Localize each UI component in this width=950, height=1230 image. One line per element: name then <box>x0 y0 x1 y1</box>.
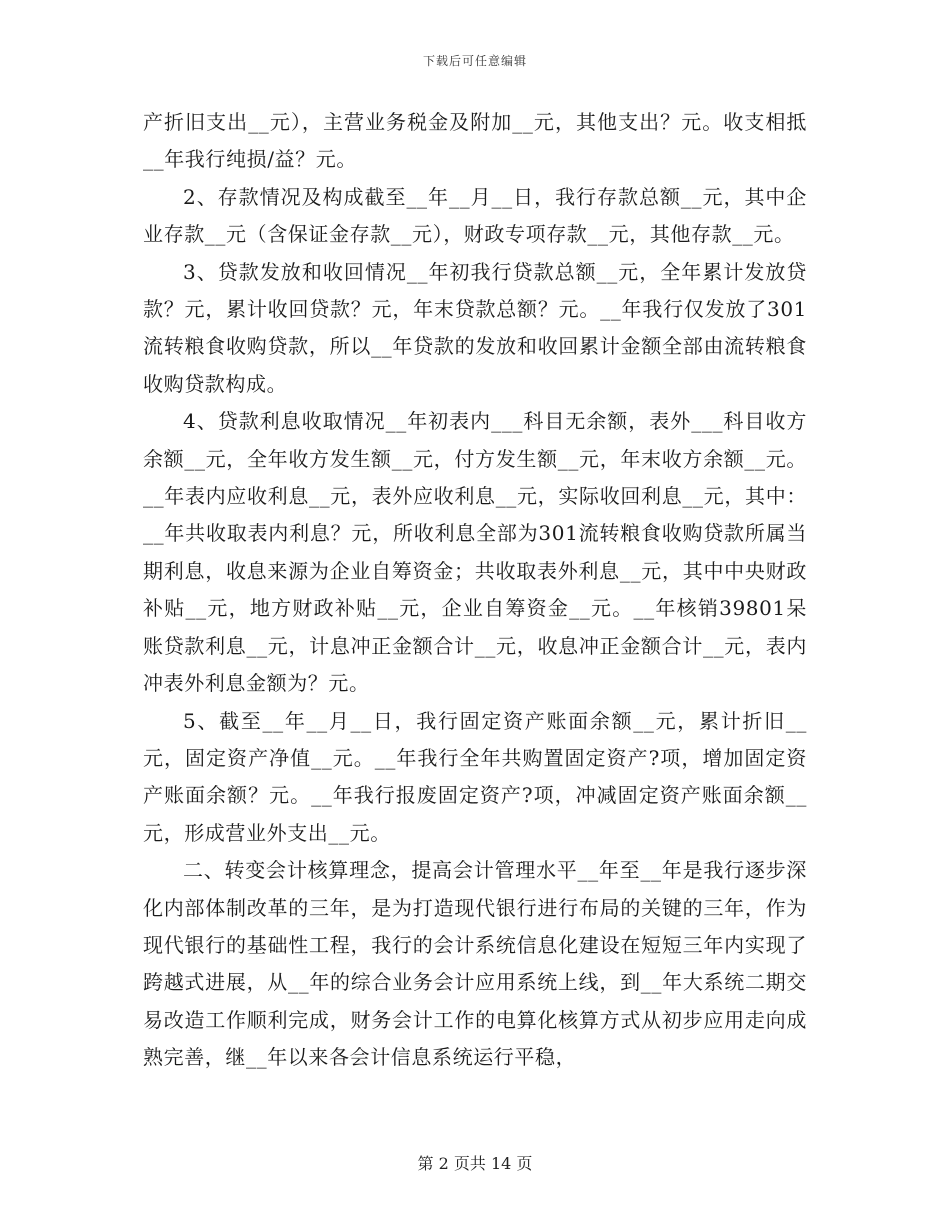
page-header: 下载后可任意编辑 <box>422 54 527 68</box>
paragraph-deposits: 2、存款情况及构成截至__年__月__日，我行存款总额__元，其中企业存款__元（含保证金存款__元），财政专项存款__元，其他存款__元。 <box>143 184 807 247</box>
paragraph-continuation: 产折旧支出__元），主营业务税金及附加__元，其他支出？元。收支相抵__年我行纯损/益？元。 <box>143 110 807 172</box>
paragraph-loans: 3、贷款发放和收回情况__年初我行贷款总额__元，全年累计发放贷款？元，累计收回贷款？元，年末贷款总额？元。__年我行仅发放了301流转粮食收购贷款，所以__年贷款的发放和收回累计金额全部由流转粮食收购贷款构成。 <box>143 259 807 396</box>
page-number: 第 2 页共 14 页 <box>417 1154 533 1173</box>
paragraph-fixed-assets: 5、截至__年__月__日，我行固定资产账面余额__元，累计折旧__元，固定资产净值__元。__年我行全年共购置固定资产?项，增加固定资产账面余额？元。__年我行报废固定资产?项，冲减固定资产账面余额__元，形成营业外支出__元。 <box>143 708 807 845</box>
paragraph-loan-interest: 4、贷款利息收取情况__年初表内___科目无余额，表外___科目收方余额__元，全年收方发生额__元，付方发生额__元，年末收方余额__元。__年表内应收利息__元，表外应收利息__元，实际收回利息__元，其中：__年共收取表内利息？元，所收利息全部为301流转粮食收购贷款所属当期利息，收息来源为企业自筹资金；共收取表外利息__元，其中中央财政补贴__元，地方财政补贴__元，企业自筹资金__元。__年核销39801呆账贷款利息__元，计息冲正金额合计__元，收息冲正金额合计__元，表内冲表外利息金额为？元。 <box>143 409 807 696</box>
paragraph-accounting-philosophy: 二、转变会计核算理念，提高会计管理水平__年至__年是我行逐步深化内部体制改革的三年，是为打造现代银行进行布局的关键的三年，作为现代银行的基础性工程，我行的会计系统信息化建设在短短三年内实现了跨越式进展，从__年的综合业务会计应用系统上线，到__年大系统二期交易改造工作顺利完成，财务会计工作的电算化核算方式从初步应用走向成熟完善，继__年以来各会计信息系统运行平稳， <box>143 858 807 1070</box>
document-body <box>143 104 807 1077</box>
